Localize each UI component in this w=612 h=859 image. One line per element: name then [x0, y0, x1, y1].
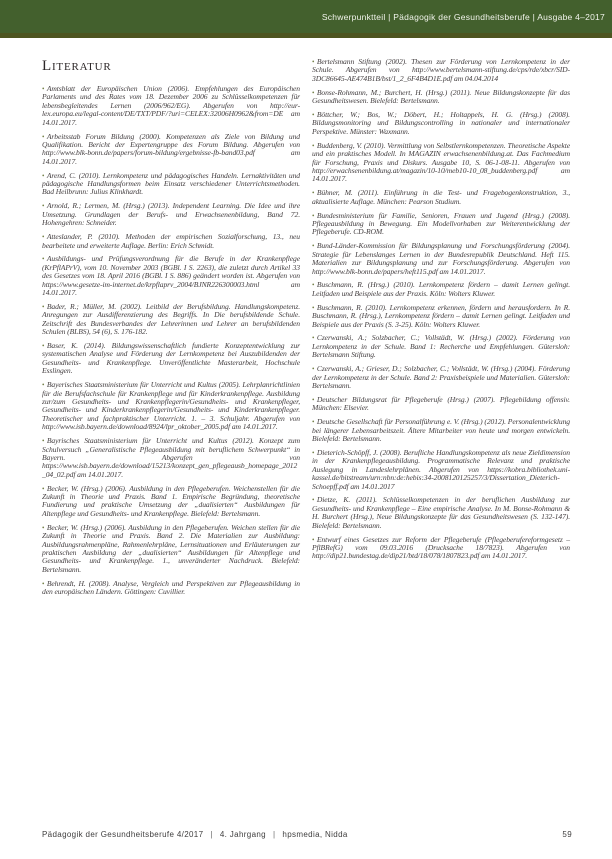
- reference-text: Bonse-Rohmann, M.; Burchert, H. (Hrsg.) (2011). Neue Bildungskonzepte für das Gesundheitswesen. Bielefeld: Bertelsmann.: [312, 87, 570, 106]
- references-column-left: [42, 58, 300, 602]
- reference-item: [312, 189, 570, 206]
- bullet-icon: •: [312, 111, 315, 120]
- header-bar: [0, 0, 612, 33]
- reference-item: [312, 496, 570, 530]
- footer-separator: |: [272, 830, 276, 839]
- reference-item: [42, 172, 300, 197]
- reference-item: [312, 365, 570, 390]
- reference-text: Bund-Länder-Kommission für Bildungsplanung und Forschungsförderung (2004). Strategie für Lebenslanges Lernen in der Bundesrepublik Deutschland. Heft 115. Materialien zur Bildungsplanung und zur Forschungsförderung. Abgerufen von http://www.blk-bonn.de/papers/heft115.pdf am 14.01.2017.: [312, 241, 570, 276]
- reference-item: [42, 381, 300, 431]
- reference-item: [312, 418, 570, 443]
- bullet-icon: •: [312, 365, 315, 374]
- reference-item: [42, 202, 300, 227]
- bullet-icon: •: [42, 437, 45, 446]
- reference-item: [312, 212, 570, 237]
- footer-journal-title: Pädagogik der Gesundheitsberufe 4/2017: [42, 830, 204, 839]
- reference-text: Deutscher Bildungsrat für Pflegeberufe (Hrsg.) (2007). Pflegebildung offensiv. München: Elsevier.: [312, 394, 570, 413]
- reference-text: Becker, W. (Hrsg.) (2006). Ausbildung in den Pflegeberufen. Weichenstellen für die Zukunft in Theorie und Praxis. Band 1. Empirische Begründung, theoretische Fundierung und praktische Umsetzung der „dualisierten“ Ausbildungen für Altenpflege und Gesundheits- und Krankenpflege. Bielefeld: Bertelsmann.: [42, 483, 300, 518]
- reference-item: [312, 281, 570, 298]
- reference-text: Entwurf eines Gesetzes zur Reform der Pflegeberufe (Pflegeberufereformgesetz – PflBRefG) vom 09.03.2016 (Drucksache 18/7823). Abgerufen von http://dip21.bundestag.de/dip21/btd/18/078/1807823.pdf am 14.01.2017.: [312, 534, 570, 561]
- footer-info: [42, 830, 562, 839]
- reference-item: [312, 142, 570, 184]
- bullet-icon: •: [312, 58, 315, 66]
- reference-text: Buschmann, R. (2010). Lernkompetenz erkennen, fördern und herausfordern. In R. Buschmann, R. (Hrsg.), Lernkompetenz fördern – damit Lernen gelingt. Leitfaden und Beispiele aus der Praxis (S. 3-25). Köln: Wolters Kluwer.: [312, 302, 570, 329]
- reference-text: Baser, K. (2014). Bildungswissenschaftlich fundierte Konzeptentwicklung zur systematischen Analyse und Förderung der Lernkompetenz bei Auszubildenden der Gesundheits- und Krankenpflege. Unveröffentlichte Masterarbeit, Hochschule Esslingen.: [42, 341, 300, 376]
- reference-item: [312, 111, 570, 136]
- reference-text: Arbeitsstab Forum Bildung (2000). Kompetenzen als Ziele von Bildung und Qualifikation. Bericht der Expertengruppe des Forum Bildung. Abgerufen von http://www.blk-bonn.de/papers/forum-bildung/ergebnisse-fb-band03.pdf am 14.01.2017.: [42, 131, 300, 166]
- bullet-icon: •: [312, 395, 315, 404]
- bullet-icon: •: [42, 523, 45, 532]
- reference-item: [42, 85, 300, 127]
- references-section: [42, 58, 570, 602]
- page-footer: [42, 830, 572, 839]
- reference-text: Dietze, K. (2011). Schlüsselkompetenzen in der beruflichen Ausbildung zur Gesundheits- und Krankenpflege – Eine empirische Analyse. In M. Bonse-Rohmann & H. Burchert (Hrsg.), Neue Bildungskonzepte für das Gesundheitswesen (S. 132-147). Bielefeld: Bertelsmann.: [312, 495, 570, 530]
- bullet-icon: •: [312, 418, 315, 427]
- references-column-right: [312, 58, 570, 566]
- header-bar-text: Schwerpunktteil | Pädagogik der Gesundheitsberufe | Ausgabe 4–2017: [321, 11, 605, 22]
- reference-text: Bader, R.; Müller, M. (2002). Leitbild der Berufsbildung. Handlungskompetenz. Anregungen zur Ausdifferenzierung des Begriffs. In Die berufsbildende Schule. Zeitschrift des Bundesverbandes der Lehrerinnen und Lehrer an berufsbildenden Schulen (BLBS), 54 (6), S. 176-182.: [42, 301, 300, 337]
- reference-item: [42, 303, 300, 337]
- bullet-icon: •: [312, 141, 315, 150]
- reference-item: [312, 89, 570, 106]
- page-title: Literatur: [42, 58, 112, 74]
- reference-text: Becker, W. (Hrsg.) (2006). Ausbildung in den Pflegeberufen. Weichen stellen für die Zukunft in Theorie und Praxis. Band 2. Die Materialien zur Ausbildung: Ausbildungsrahmenpläne, Rahmenlehrpläne, Lernsituationen und Erläuterungen zur praktischen Ausbildung der „dualisierten“ Ausbildungen für Altenpflege und Gesundheits- und Krankenpflege. 1., unveränderter Nachdruck. Bielefeld: Bertelsmann.: [42, 522, 300, 574]
- reference-text: Bundesministerium für Familie, Senioren, Frauen und Jugend (Hrsg.) (2008). Pflegeausbildung in Bewegung. Ein Modellvorhaben zur Weiterentwicklung der Pflegeberufe. CD-ROM.: [312, 210, 570, 237]
- reference-text: Bertelsmann Stiftung (2002). Thesen zur Förderung von Lernkompetenz in der Schule. Abgerufen von http://www.bertelsmann-stiftung.de/cps/rde/xbcr/SID-3DC86645-AE474B1B/bst/1_2_6F4B4D1E.pdf am 04.04.2014: [312, 57, 570, 83]
- bullet-icon: •: [312, 303, 315, 312]
- bullet-icon: •: [312, 211, 315, 220]
- reference-item: [42, 342, 300, 376]
- reference-item: [312, 304, 570, 329]
- reference-text: Böttcher, W.; Bos, W.; Döbert, H.; Holtappels, H. G. (Hrsg.) (2008). Bildungsmonitoring und Bildungscontrolling in nationaler und internationaler Perspektive. Münster: Waxmann.: [312, 110, 570, 136]
- reference-text: Arend, C. (2010). Lernkompetenz und pädagogisches Handeln. Lernaktivitäten und pädagogische Handlungsformen beim Einsatz verschiedener Unterrichtsmethoden. Bad Heilbrunn: Julius Klinkhardt.: [42, 170, 300, 197]
- reference-text: Bühner, M. (2011). Einführung in die Test- und Fragebogenkonstruktion, 3., aktualisierte Auflage. München: Pearson Studium.: [312, 188, 570, 206]
- bullet-icon: •: [312, 88, 315, 97]
- reference-item: [42, 233, 300, 250]
- reference-item: [312, 334, 570, 359]
- bullet-icon: •: [42, 255, 45, 264]
- reference-text: Buddenberg, V. (2010). Vermittlung von Selbstlernkompetenzen. Theoretische Aspekte und ein praktisches Modell. In MAGAZIN erwachsenenbildung.at. Das Fachmedium für Forschung, Praxis und Diskurs. Ausgabe 10, S. 06-1-08-11. Abgerufen von http://erwachsenenbildung.at/magazin/10-10/meb10-10_08_buddenberg.pdf am 14.01.2017.: [312, 140, 570, 184]
- bullet-icon: •: [42, 302, 45, 311]
- reference-item: [42, 580, 300, 597]
- reference-list-left: [42, 85, 300, 597]
- reference-text: Amtsblatt der Europäischen Union (2006). Empfehlungen des Europäischen Parlaments und des Rates vom 18. Dezember 2006 zu Schlüsselkompetenzen für lebensbegleitendes Lernen (2006/962/EG). Abgerufen von http://eur-lex.europa.eu/legal-content/DE/TXT/PDF/?uri=CELEX:32006H0962&from=DE am 14.01.2017.: [42, 84, 300, 127]
- bullet-icon: •: [312, 281, 315, 290]
- bullet-icon: •: [42, 233, 45, 242]
- reference-text: Dieterich-Schöpff, J. (2008). Berufliche Handlungskompetenz als neue Zieldimension in der Krankenpflegeausbildung. Programmatische Relevanz und praktische Auslegung in Landeslehrplänen. Abgerufen von https://kobra.bibliothek.uni-kassel.de/bitstream/urn:nbn:de:hebis:34-2008120125257/3/Dissertation_Dieterich-Schoepff.pdf am 14.01.2017: [312, 447, 570, 491]
- reference-text: Atteslander, P. (2010). Methoden der empirischen Sozialforschung, 13., neu bearbeitete und erweiterte Auflage. Berlin: Erich Schmidt.: [42, 232, 300, 250]
- reference-text: Behrendt, H. (2008). Analyse, Vergleich und Perspektiven zur Pflegeausbildung in den europäischen Ländern. Göttingen: Cuvillier.: [42, 578, 300, 597]
- reference-item: [42, 133, 300, 167]
- reference-text: Ausbildungs- und Prüfungsverordnung für die Berufe in der Krankenpflege (KrPflAPrV), vom 10. November 2003 (BGBl. I S. 2263), die zuletzt durch Artikel 33 des Gesetzes vom 18. April 2016 (BGBl. I S. 886) geändert worden ist. Abgerufen von https://www.gesetze-im-internet.de/krpflaprv_2004/BJNR226300003.html am 14.01.2017.: [42, 254, 300, 298]
- reference-text: Bayerisches Staatsministerium für Unterricht und Kultus (2005). Lehrplanrichtlinien für die Berufsfachschule für Krankenpflege und für Kinderkrankenpflege. Ausbildung zur/zum Gesundheits- und Krankenpflegerin/Gesundheits- und Krankenpfleger, Gesundheits- und Kinderkrankenpflegerin/Gesundheits- und Kinderkrankenpfleger. Theoretischer und fachpraktischer Unterricht. 1. – 3. Schuljahr. Abgerufen von http://www.isb.bayern.de/download/8924/lpr_oktober_2005.pdf am 14.01.2017.: [42, 380, 300, 432]
- footer-publisher: hpsmedia, Nidda: [282, 830, 348, 839]
- bullet-icon: •: [42, 171, 45, 180]
- reference-text: Czerwanski, A.; Solzbacher, C.; Vollstädt, W. (Hrsg.) (2002). Förderung von Lernkompetenz in der Schule. Band 1: Recherche und Empfehlungen. Gütersloh: Bertelsmann Stiftung.: [312, 333, 570, 360]
- reference-item: [312, 396, 570, 413]
- reference-text: Bayrisches Staatsministerium für Unterricht und Kultus (2012). Konzept zum Schulversuch „Generalistische Pflegeausbildung mit beruflichem Schwerpunkt“ in Bayern. Abgerufen von https://www.isb.bayern.de/download/15213/konzept_gen_pflegeausb_homepage_2012_04_02.pdf am 14.01.2017.: [42, 436, 300, 479]
- bullet-icon: •: [42, 484, 45, 493]
- bullet-icon: •: [42, 85, 45, 93]
- bullet-icon: •: [312, 242, 315, 251]
- bullet-icon: •: [42, 132, 45, 141]
- reference-item: [42, 485, 300, 519]
- reference-text: Arnold, R.; Lermen, M. (Hrsg.) (2013). Independent Learning. Die Idee und ihre Umsetzung. Grundlagen der Berufs- und Erwachsenenbildung, Band 72. Hohengehren: Schneider.: [42, 201, 300, 228]
- page-number: 59: [562, 830, 572, 839]
- reference-item: [312, 58, 570, 83]
- reference-list-right: [312, 58, 570, 561]
- bullet-icon: •: [42, 342, 45, 351]
- bullet-icon: •: [42, 202, 45, 211]
- header-accent-strip: [0, 33, 612, 38]
- bullet-icon: •: [312, 334, 315, 343]
- reference-text: Deutsche Gesellschaft für Personalführung e. V. (Hrsg.) (2012). Personalentwicklung bei längerer Lebensarbeitszeit. Ältere Mitarbeiter von heute und morgen entwickeln. Bielefeld: Bertelsmann.: [312, 417, 570, 444]
- bullet-icon: •: [312, 535, 315, 544]
- reference-item: [312, 536, 570, 561]
- bullet-icon: •: [312, 189, 315, 198]
- bullet-icon: •: [42, 579, 45, 588]
- bullet-icon: •: [312, 448, 315, 457]
- reference-item: [42, 255, 300, 297]
- bullet-icon: •: [312, 496, 315, 505]
- reference-text: Czerwanski, A.; Grieser, D.; Solzbacher, C.; Vollstädt, W. (Hrsg.) (2004). Förderung der Lernkompetenz in der Schule. Band 2: Praxisbeispiele und Materialien. Gütersloh: Bertelsmann.: [312, 364, 570, 390]
- reference-item: [42, 437, 300, 479]
- bullet-icon: •: [42, 381, 45, 390]
- reference-text: Buschmann, R. (Hrsg.) (2010). Lernkompetenz fördern – damit Lernen gelingt. Leitfaden und Beispiele aus der Praxis. Köln: Wolters Kluwer.: [312, 280, 570, 298]
- reference-item: [42, 524, 300, 574]
- footer-volume: 4. Jahrgang: [219, 830, 266, 839]
- footer-separator: |: [210, 830, 213, 839]
- reference-item: [312, 242, 570, 276]
- reference-item: [312, 449, 570, 491]
